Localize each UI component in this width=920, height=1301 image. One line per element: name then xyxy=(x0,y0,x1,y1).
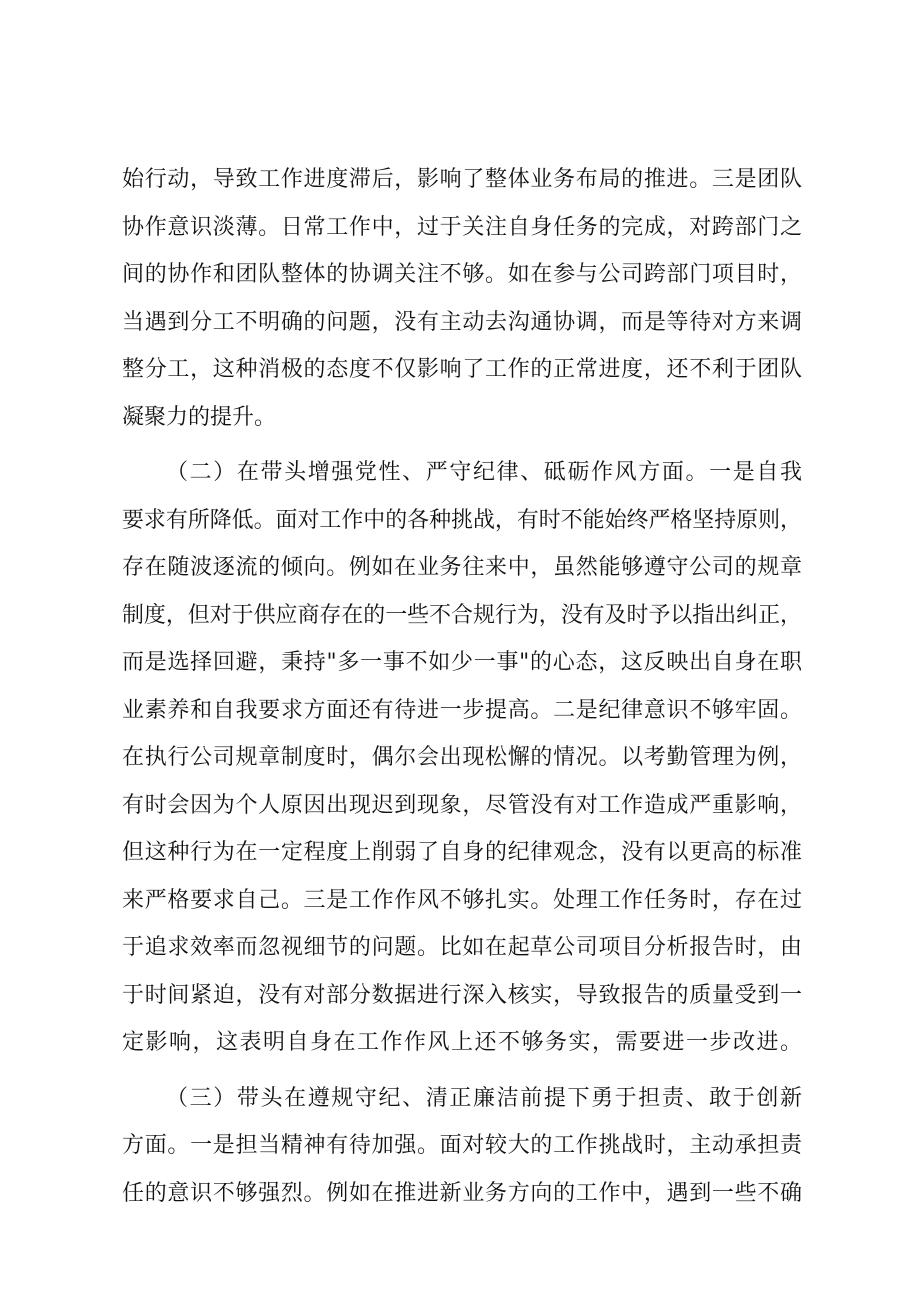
paragraph-2 xyxy=(122,449,802,1067)
text-line: 定影响，这表明自身在工作作风上还不够务实，需要进一步改进。 xyxy=(122,1030,804,1055)
text-line: 有时会因为个人原因出现迟到现象，尽管没有对工作造成严重影响， xyxy=(122,792,803,818)
paragraph-gap xyxy=(122,441,802,449)
text-line: 整分工，这种消极的态度不仅影响了工作的正常进度，还不利于团队 xyxy=(122,357,803,382)
text-line: 协作意识淡薄。日常工作中，过于关注自身任务的完成，对跨部门之 xyxy=(122,214,803,240)
text-line: 凝聚力的提升。 xyxy=(122,404,277,430)
text-line: 方面。一是担当精神有待加强。面对较大的工作挑战时，主动承担责 xyxy=(122,1133,803,1158)
text-line: 于时间紧迫，没有对部分数据进行深入核实，导致报告的质量受到一 xyxy=(122,982,803,1008)
text-line: 制度，但对于供应商存在的一些不合规行为，没有及时予以指出纠正， xyxy=(122,602,802,628)
text-line: 业素养和自我要求方面还有待进一步提高。二是纪律意识不够牢固。 xyxy=(122,697,803,723)
text-line: 于追求效率而忽视细节的问题。比如在起草公司项目分析报告时，由 xyxy=(122,935,803,960)
paragraph-1 xyxy=(122,156,802,441)
text-line: 而是选择回避，秉持"多一事不如少一事"的心态，这反映出自身在职 xyxy=(122,650,803,675)
text-line: 始行动，导致工作进度滞后，影响了整体业务布局的推进。三是团队 xyxy=(122,167,803,192)
paragraph-gap xyxy=(122,1067,802,1075)
paragraph-3 xyxy=(122,1075,802,1218)
text-line: 要求有所降低。面对工作中的各种挑战，有时不能始终严格坚持原则， xyxy=(122,507,802,533)
text-line: （三）带头在遵规守纪、清正廉洁前提下勇于担责、敢于创新 xyxy=(166,1085,804,1111)
text-line: 间的协作和团队整体的协调关注不够。如在参与公司跨部门项目时， xyxy=(122,262,803,287)
text-line: 当遇到分工不明确的问题，没有主动去沟通协调，而是等待对方来调 xyxy=(122,309,803,335)
text-line: 来严格要求自己。三是工作作风不够扎实。处理工作任务时，存在过 xyxy=(122,887,803,913)
text-line: 任的意识不够强烈。例如在推进新业务方向的工作中，遇到一些不确 xyxy=(122,1180,803,1206)
text-line: 但这种行为在一定程度上削弱了自身的纪律观念，没有以更高的标准 xyxy=(122,840,803,865)
document-body xyxy=(122,156,802,1217)
text-line: 在执行公司规章制度时，偶尔会出现松懈的情况。以考勤管理为例， xyxy=(122,745,803,770)
text-line: （二）在带头增强党性、严守纪律、砥砺作风方面。一是自我 xyxy=(166,460,804,485)
text-line: 存在随波逐流的倾向。例如在业务往来中，虽然能够遵守公司的规章 xyxy=(122,555,803,580)
